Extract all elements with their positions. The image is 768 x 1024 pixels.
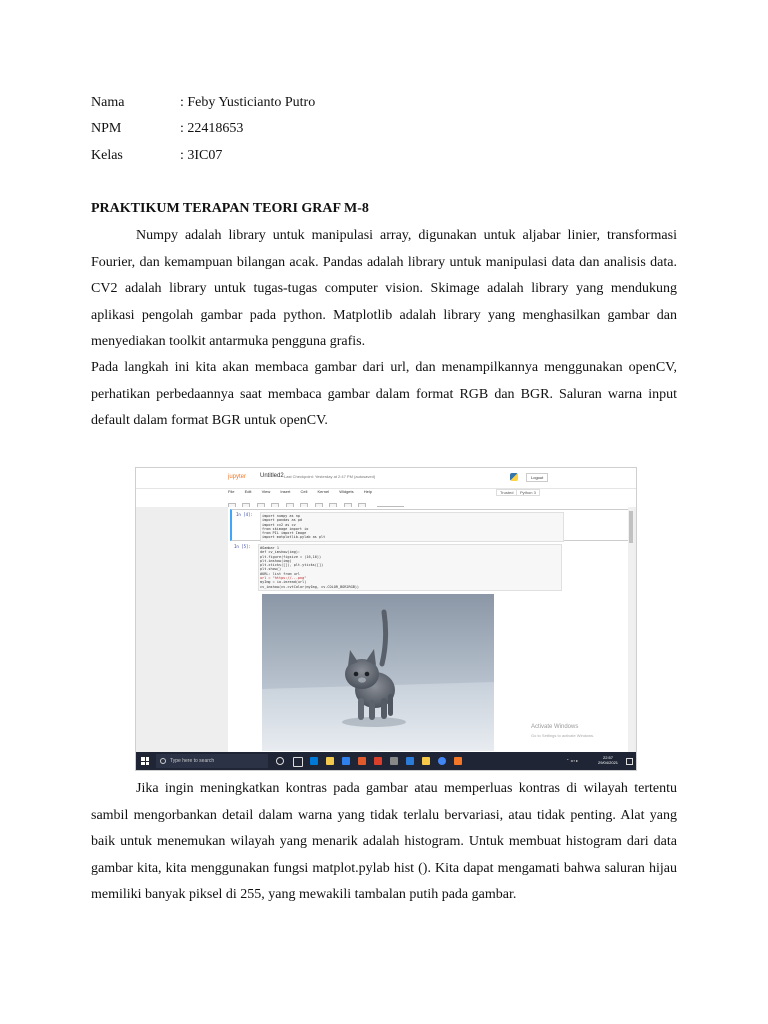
kernel-indicator: Python 3	[516, 489, 540, 496]
code-line: plt.imshow(img)	[260, 558, 292, 563]
code-line: import numpy as np	[262, 514, 300, 518]
menu-view[interactable]: View	[261, 489, 271, 494]
folder-icon[interactable]	[422, 757, 430, 765]
firefox-icon[interactable]	[358, 757, 366, 765]
windows-start-icon[interactable]	[141, 757, 149, 765]
cell-prompt: In [4]:	[236, 512, 253, 517]
edge-icon[interactable]	[310, 757, 318, 765]
cortana-icon[interactable]	[276, 757, 284, 765]
code-line: import cv2 as cv	[262, 522, 296, 527]
code-line: myImg = io.imread(url)	[260, 580, 307, 585]
code-line: def cv_imshow(img):	[260, 550, 301, 555]
menu-insert[interactable]: Insert	[280, 489, 291, 494]
word-icon[interactable]	[406, 757, 414, 765]
section-heading: PRAKTIKUM TERAPAN TEORI GRAF M-8	[91, 201, 369, 216]
system-tray-icons[interactable]: ⌃ ◂ ▪ ▸	[566, 758, 579, 763]
notebook-page	[228, 507, 628, 753]
jupyter-header	[136, 468, 636, 489]
activate-windows-hint: Go to Settings to activate Windows.	[531, 733, 595, 738]
paragraph-histogram: Jika ingin meningkatkan kontras pada gambar atau memperluas kontras di wilayah tertentu sambil mengorbankan detail dalam warna yang tidak terlalu bervariasi, atau tidak penting. Alat yang baik untuk menemukan wilayah yang menarik adalah histogram. Untuk membuat histogram dari data gambar kita, kita menggunakan fungsi matplot.pylab hist (). Kita dapat mengamati bahwa saluran hijau memiliki banyak piksel di 255, yang mewakili tambalan putih pada gambar.	[91, 781, 677, 902]
jupyter-logo: jupyter	[228, 474, 247, 480]
code-cell-imshow[interactable]	[230, 542, 628, 590]
jupyter-taskbar-icon[interactable]	[454, 757, 462, 765]
cell-code[interactable]	[260, 512, 564, 542]
kitten-output-image	[262, 594, 494, 751]
jupyter-screenshot	[135, 467, 637, 771]
taskbar-search-placeholder: Type here to search	[170, 758, 215, 764]
code-cell-imports[interactable]	[230, 509, 631, 541]
class-value: : 3IC07	[180, 148, 223, 163]
code-line: url = "https://...png"	[260, 576, 307, 581]
kitten-photo	[262, 594, 494, 751]
menu-file[interactable]: File	[228, 489, 235, 494]
chrome-icon[interactable]	[438, 757, 446, 765]
cell-prompt: In [5]:	[234, 544, 251, 549]
pdf-reader-icon[interactable]	[374, 757, 382, 765]
python-logo-icon	[510, 473, 518, 481]
menu-widgets[interactable]: Widgets	[339, 489, 354, 494]
logout-button[interactable]: Logout	[526, 473, 548, 482]
npm-value: : 22418653	[180, 121, 244, 136]
name-label: Nama	[91, 95, 125, 110]
name-value: : Feby Yusticianto Putro	[180, 95, 316, 110]
menu-help[interactable]: Help	[363, 489, 372, 494]
code-line: from PIL import Image	[262, 531, 307, 536]
menu-kernel[interactable]: Kernel	[317, 489, 330, 494]
notebook-area	[136, 507, 636, 753]
windows-taskbar	[136, 752, 636, 770]
notebook-title[interactable]: Untitled2	[260, 473, 284, 479]
notebook-toolbar	[228, 498, 558, 506]
code-line: plt.figure(figsize = (16,16))	[260, 554, 322, 559]
npm-label: NPM	[91, 121, 122, 136]
class-label: Kelas	[91, 148, 123, 163]
code-line: plt.show()	[260, 567, 282, 572]
code-line: from skimage import io	[262, 526, 309, 531]
paragraph-intro: Numpy adalah library untuk manipulasi array, digunakan untuk aljabar linier, transformasi Fourier, dan kemampuan bilangan acak. Pandas adalah library untuk manipulasi data dan analisis data. CV2 adalah library untuk tugas-tugas computer vision. Skimage adalah library yang mendukung aplikasi pengolah gambar pada python. Matplotlib adalah library yang menghasilkan gambar dan menyediakan toolkit antarmuka pengguna grafis.	[91, 228, 677, 349]
menu-cell[interactable]: Cell	[300, 489, 308, 494]
taskbar-search-box[interactable]	[156, 754, 268, 768]
file-explorer-icon[interactable]	[326, 757, 334, 765]
notebook-scrollbar[interactable]	[628, 507, 634, 753]
code-line: #Gambar 1	[260, 546, 279, 550]
mail-icon[interactable]	[390, 757, 398, 765]
cell-code[interactable]	[258, 544, 562, 591]
activate-windows-watermark: Activate Windows	[531, 724, 579, 730]
notification-icon[interactable]	[626, 758, 633, 765]
search-icon	[160, 758, 166, 764]
taskbar-clock[interactable]	[598, 755, 618, 765]
identity-block	[91, 95, 391, 170]
menu-edit[interactable]: Edit	[244, 489, 252, 494]
code-line: import pandas as pd	[262, 518, 303, 523]
trusted-badge[interactable]: Trusted	[496, 489, 517, 496]
save-status: Last Checkpoint: Yesterday at 2:47 PM (autosaved)	[284, 474, 376, 479]
store-icon[interactable]	[342, 757, 350, 765]
task-view-icon[interactable]	[293, 757, 303, 767]
code-line: import matplotlib.pylab as plt	[262, 535, 326, 540]
code-line: plt.xticks([]), plt.yticks([])	[260, 563, 324, 568]
clock-date: 29/04/2021	[598, 760, 619, 765]
code-line: #URL: list from url	[260, 571, 301, 576]
code-line: cv_imshow(cv.cvtColor(myImg, cv.COLOR_BGR2RGB))	[260, 584, 360, 589]
clock-time: 22:57	[603, 755, 614, 760]
paragraph-step: Pada langkah ini kita akan membaca gambar dari url, dan menampilkannya menggunakan openCV, perhatikan perbedaannya saat membaca gambar dalam format RGB dan BGR. Saluran warna input default dalam format BGR untuk openCV.	[91, 360, 677, 428]
